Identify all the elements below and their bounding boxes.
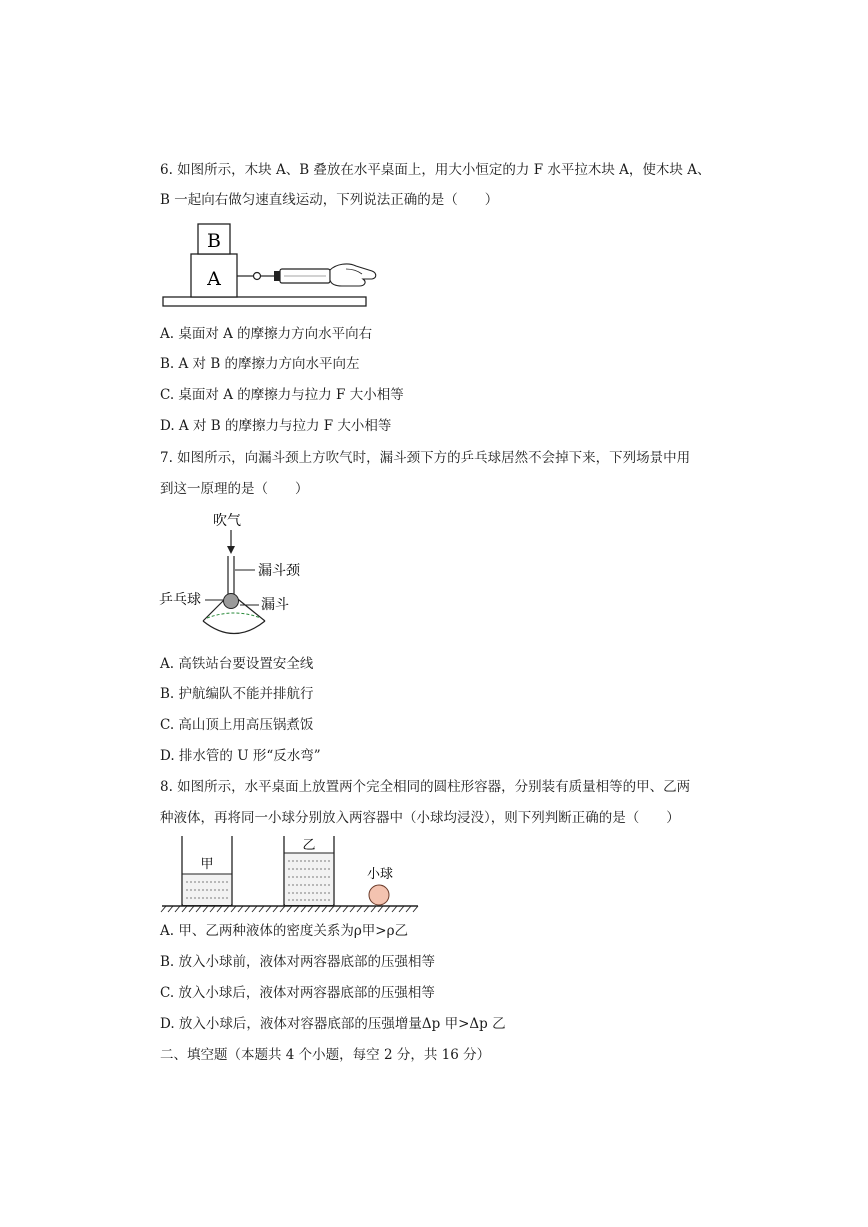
block-a-label: A bbox=[207, 268, 221, 290]
blow-label: 吹气 bbox=[213, 513, 241, 529]
block-b-label: B bbox=[207, 230, 221, 252]
q7-figure-funnel-ball bbox=[155, 508, 315, 648]
q8-option-b: B. 放入小球前，液体对两容器底部的压强相等 bbox=[160, 954, 436, 970]
q7-option-b: B. 护航编队不能并排航行 bbox=[160, 686, 314, 702]
q7-stem-line1: 7. 如图所示，向漏斗颈上方吹气时，漏斗颈下方的乒乓球居然不会掉下来，下列场景中用 bbox=[160, 450, 691, 466]
ball-label: 乒乓球 bbox=[159, 592, 201, 608]
q6-stem-line2: B 一起向右做匀速直线运动，下列说法正确的是（ ） bbox=[160, 192, 499, 208]
funnel-label: 漏斗 bbox=[261, 597, 289, 613]
container-yi-label: 乙 bbox=[302, 838, 316, 853]
q8-option-a: A. 甲、乙两种液体的密度关系为ρ甲>ρ乙 bbox=[160, 923, 409, 939]
q6-stem-line1: 6. 如图所示，木块 A、B 叠放在水平桌面上，用大小恒定的力 F 水平拉木块 A，使木块 A、 bbox=[160, 162, 711, 178]
q7-option-d: D. 排水管的 U 形“反水弯” bbox=[160, 748, 321, 764]
q6-option-c: C. 桌面对 A 的摩擦力与拉力 F 大小相等 bbox=[160, 387, 404, 403]
q6-option-a: A. 桌面对 A 的摩擦力方向水平向右 bbox=[160, 326, 373, 342]
q8-stem-line1: 8. 如图所示，水平桌面上放置两个完全相同的圆柱形容器，分别装有质量相等的甲、乙两 bbox=[160, 779, 691, 795]
container-jia-label: 甲 bbox=[200, 857, 214, 872]
q6-figure-blocks-spring-scale bbox=[158, 222, 388, 312]
section-2-heading: 二、填空题（本题共 4 个小题，每空 2 分，共 16 分） bbox=[160, 1047, 491, 1063]
q8-stem-line2: 种液体，再将同一小球分别放入两容器中（小球均浸没），则下列判断正确的是（ ） bbox=[160, 810, 680, 826]
funnel-neck-label: 漏斗颈 bbox=[258, 563, 300, 579]
q8-figure-containers bbox=[160, 834, 420, 914]
q7-stem-line2: 到这一原理的是（ ） bbox=[160, 481, 309, 497]
q6-option-b: B. A 对 B 的摩擦力方向水平向左 bbox=[160, 356, 360, 372]
q6-option-d: D. A 对 B 的摩擦力与拉力 F 大小相等 bbox=[160, 418, 392, 434]
small-ball-label: 小球 bbox=[366, 867, 394, 882]
q8-option-d: D. 放入小球后，液体对容器底部的压强增量Δp 甲>Δp 乙 bbox=[160, 1016, 506, 1032]
q8-option-c: C. 放入小球后，液体对两容器底部的压强相等 bbox=[160, 985, 435, 1001]
q7-option-a: A. 高铁站台要设置安全线 bbox=[160, 656, 314, 672]
q7-option-c: C. 高山顶上用高压锅煮饭 bbox=[160, 717, 314, 733]
